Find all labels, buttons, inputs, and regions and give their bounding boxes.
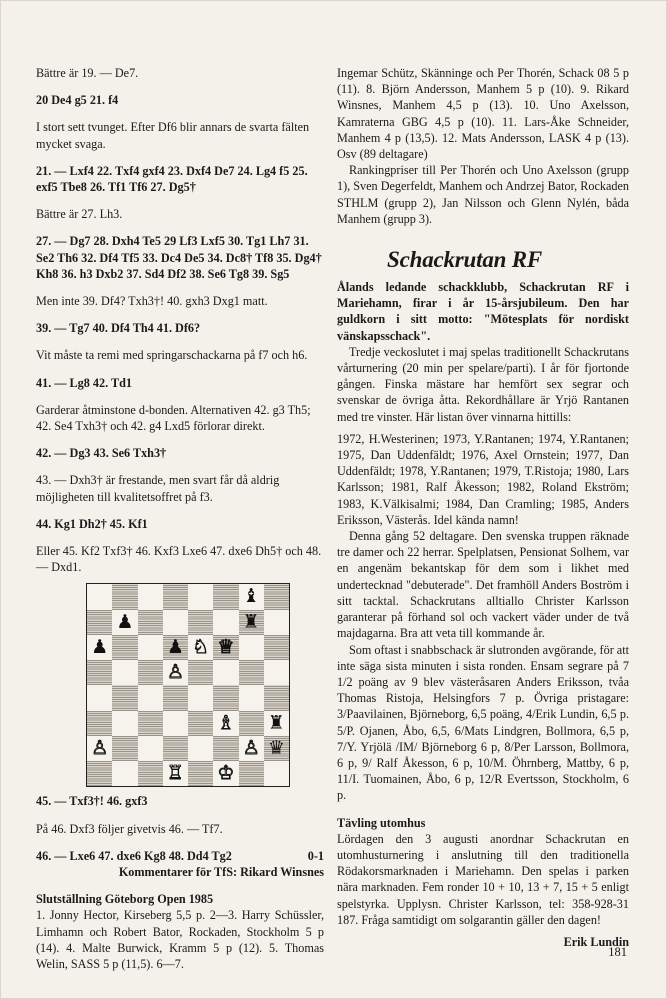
annotation-text: Garderar åtminstone d-bonden. Alternativen 42. g3 Th5; 42. Se4 Txh3† och 42. g4 Lxd5 förlorar direkt. bbox=[36, 402, 311, 434]
chess-piece-white-f3: ♗ bbox=[217, 711, 235, 734]
commentary-credit: Kommentarer för TfS: Rikard Winsnes bbox=[118, 865, 324, 880]
chess-piece-black-b7: ♟ bbox=[116, 610, 134, 633]
chess-piece-white-f6: ♕ bbox=[217, 635, 235, 658]
move-line: 27. — Dg7 28. Dxh4 Te5 29 Lf3 Lxf5 30. Tg1 Lh7 31. Se2 Th6 32. Df4 Tf5 33. Dc4 De5 34. Dc8† Tf8 35. Dg4† Kh8 36. h3 Dxb2 37. Sd4 Df2 38. Se6 Tg8 39. Sg5 bbox=[36, 234, 322, 281]
board-square bbox=[213, 660, 238, 685]
annotation-text: Vit måste ta remi med springarschackarna på f7 och h6. bbox=[36, 348, 308, 363]
board-square bbox=[138, 660, 163, 685]
board-square bbox=[112, 685, 137, 710]
board-square bbox=[163, 584, 188, 609]
chess-piece-white-e6: ♘ bbox=[192, 635, 210, 658]
board-square bbox=[138, 685, 163, 710]
move-line: 21. — Lxf4 22. Txf4 gxf4 23. Dxf4 De7 24. Lg4 f5 25. exf5 Tbe8 26. Tf1 Tf6 27. Dg5† bbox=[36, 163, 308, 195]
chess-piece-white-g2: ♙ bbox=[242, 736, 260, 759]
board-square bbox=[112, 660, 137, 685]
move-line: 20 De4 g5 21. f4 bbox=[36, 93, 119, 108]
final-moves-text: 46. — Lxe6 47. dxe6 Kg8 48. Dd4 Tg2 bbox=[36, 848, 232, 863]
board-square bbox=[213, 736, 238, 761]
annotation-text: Bättre är 19. — De7. bbox=[36, 66, 139, 80]
board-square bbox=[213, 685, 238, 710]
board-square bbox=[264, 610, 289, 635]
board-square bbox=[112, 736, 137, 761]
annotation-text: I stort sett tvunget. Efter Df6 blir annars de svarta fälten mycket svaga. bbox=[36, 120, 310, 151]
board-square bbox=[87, 761, 112, 786]
annotation-text: Bättre är 27. Lh3. bbox=[36, 207, 123, 222]
annotation-text: På 46. Dxf3 följer givetvis 46. — Tf7. bbox=[36, 821, 223, 836]
right-column bbox=[337, 65, 629, 950]
final-moves bbox=[36, 848, 324, 864]
annotation-text: 43. — Dxh3† är frestande, men svart får då aldrig möjligheten till kvalitetsoffret på f3. bbox=[36, 473, 280, 504]
board-square bbox=[239, 761, 264, 786]
board-square bbox=[188, 761, 213, 786]
chess-board bbox=[87, 584, 289, 786]
article-paragraph: Som oftast i snabbschack är slutronden avgörande, för att inte säga sista minuten i sista ronden. Ensam segrare på 7 1/2 poäng av 9 blev västeråsaren Anders Eriksson, tvåa Thomas Ristoja, Helsingfors 7 p. Övriga pristagare: 3/Paavilainen, Björneborg, 6,5 poäng, 4/Erik Lundin, 6,5 p. 5/P. Ojanen, Åbo, 6,5, 6/Mats Lindgren, Bollmora, 6,5 p, 7/Y. Yrjölä /IM/ Björneborg 6 p, 8/Per Larsson, Bollmora, 6 p, 9/ Ralf Åkesson, 6 p, 10/M. Öhrnberg, Mattby, 6 p, 11/I. Tuomainen, Åbo, 6 p, 12/R Evertsson, Stockholm, 6 p. bbox=[337, 642, 629, 803]
board-square bbox=[112, 635, 137, 660]
chess-piece-white-d5: ♙ bbox=[166, 661, 184, 684]
section-heading: Tävling utomhus bbox=[337, 815, 426, 830]
board-square bbox=[264, 584, 289, 609]
results-text: Ingemar Schütz, Skänninge och Per Thorén, Schack 08 5 p (11). 8. Björn Andersson, Manhem 5 p (10). 9. Rikard Winsnes, Manhem 4,5 p (13). 10. Uno Axelsson, Kamraterna GBG 4,5 p (10). 11. Lars-Åke Schneider, Manhem 4 p (13,5). 12. Mats Andersson, LASK 4 p (13). Osv (89 deltagare) bbox=[337, 66, 629, 162]
chess-diagram bbox=[86, 583, 290, 787]
board-square bbox=[138, 610, 163, 635]
ranking-prizes-text: Rankingpriser till Per Thorén och Uno Axelsson (grupp 1), Sven Degerfeldt, Manhem och Andrzej Bator, Rockaden STHLM (grupp 2), Jan Nilsson och Glenn Nylén, båda Manhem (grupp 3). bbox=[337, 163, 629, 226]
board-square bbox=[138, 711, 163, 736]
chess-piece-black-h3: ♜ bbox=[267, 711, 285, 734]
board-square bbox=[239, 660, 264, 685]
board-square bbox=[239, 635, 264, 660]
page-number: 181 bbox=[608, 945, 627, 959]
board-square bbox=[188, 685, 213, 710]
annotation-text: Eller 45. Kf2 Txf3† 46. Kxf3 Lxe6 47. dxe6 Dh5† och 48. — Dxd1. bbox=[36, 544, 322, 575]
board-square bbox=[213, 584, 238, 609]
board-square bbox=[138, 761, 163, 786]
board-square bbox=[264, 635, 289, 660]
board-square bbox=[264, 685, 289, 710]
article-paragraph: Lördagen den 3 augusti anordnar Schackrutan en utomhusturnering i anslutning till den traditionella Rödakorsmarknaden i Mariehamn. Den spelas i parken nära marknaden. Fem ronder 10 + 10, 13 + 7, 15 + 5 enligt spelstyrka. Upplysn. Christer Karlsson, tel: 358-928-31 187. Fråga samtidigt om solgarantin gäller den dagen! bbox=[337, 831, 629, 927]
move-line: 44. Kg1 Dh2† 45. Kf1 bbox=[36, 516, 148, 531]
chess-piece-black-a6: ♟ bbox=[91, 635, 109, 658]
chess-piece-white-f1: ♔ bbox=[217, 762, 235, 785]
article-lead: Ålands ledande schackklubb, Schackrutan RF i Mariehamn, firar i år 15-årsjubileum. Den har guldkorn i sitt motto: "Mötesplats för nordiskt vänskapsschack". bbox=[337, 280, 629, 343]
chess-piece-black-g7: ♜ bbox=[242, 610, 260, 633]
board-square bbox=[264, 761, 289, 786]
board-square bbox=[138, 635, 163, 660]
board-square bbox=[112, 711, 137, 736]
board-square bbox=[188, 711, 213, 736]
chess-piece-white-a2: ♙ bbox=[91, 736, 109, 759]
board-square bbox=[239, 711, 264, 736]
move-line: 45. — Txf3†! 46. gxf3 bbox=[36, 794, 148, 809]
chess-piece-black-d6: ♟ bbox=[166, 635, 184, 658]
move-line: 39. — Tg7 40. Df4 Th4 41. Df6? bbox=[36, 321, 201, 336]
board-square bbox=[188, 660, 213, 685]
article-paragraph: Tredje veckoslutet i maj spelas traditionellt Schackrutans vårturnering (20 min per spelare/parti). I år för fjortonde gången. Finska mästare har hemfört sex segrar och svenskar de övriga åtta. Rekordhållare är Yrjö Rantanen med tre vinster. Här listan över vinnarna hittills: bbox=[337, 344, 629, 424]
results-text: 1. Jonny Hector, Kirseberg 5,5 p. 2—3. Harry Schüssler, Limhamn och Robert Bator, Rockaden, Stockholm 5 p (14). 4. Malte Burwick, Kramm 5 p (12). 5. Thomas Welin, SASS 5 p (11,5). 6—7. bbox=[36, 908, 324, 972]
chess-piece-black-h2: ♛ bbox=[267, 736, 285, 759]
board-square bbox=[87, 610, 112, 635]
left-column bbox=[36, 65, 324, 972]
board-square bbox=[87, 584, 112, 609]
board-square bbox=[163, 610, 188, 635]
board-square bbox=[188, 610, 213, 635]
game-result: 0-1 bbox=[307, 848, 324, 863]
board-square bbox=[188, 584, 213, 609]
board-square bbox=[163, 685, 188, 710]
winners-list: 1972, H.Westerinen; 1973, Y.Rantanen; 1974, Y.Rantanen; 1975, Dan Uddenfäldt; 1976, Axel Ornstein; 1977, Dan Uddenfäldt; 1978, Y.Rantanen; 1979, T.Ristoja; 1980, Lars Karlsson; 1981, Ralf Åkesson; 1982, Roland Ekström; 1983, K.Välkisalmi; 1984, Dan Cramling; 1985, Anders Eriksson, Västerås. Idel kända namn! bbox=[337, 431, 629, 527]
board-square bbox=[112, 584, 137, 609]
annotation-text: Men inte 39. Df4? Txh3†! 40. gxh3 Dxg1 matt. bbox=[36, 294, 268, 309]
board-square bbox=[112, 761, 137, 786]
article-paragraph: Denna gång 52 deltagare. Den svenska truppen räknade tre damer och 22 herrar. Spelplatsen, Pensionat Solhem, var en angenäm bekantskap för dem som i likhet med undertecknad "debuterade". Det framhöll Anders Boström i sitt tacktal. Schackrutans alltiallo Christer Karlsson garanterar på förhand sol och vackert väder under de två majdagarna. Bra att veta till kommande år. bbox=[337, 529, 629, 641]
board-square bbox=[87, 660, 112, 685]
move-line: 42. — Dg3 43. Se6 Txh3† bbox=[36, 446, 167, 461]
board-square bbox=[213, 610, 238, 635]
author-signature: Erik Lundin bbox=[563, 934, 629, 949]
board-square bbox=[163, 711, 188, 736]
move-line: 41. — Lg8 42. Td1 bbox=[36, 375, 132, 390]
board-square bbox=[138, 584, 163, 609]
board-square bbox=[87, 685, 112, 710]
chess-piece-white-d1: ♖ bbox=[166, 762, 184, 785]
board-square bbox=[163, 736, 188, 761]
board-square bbox=[87, 711, 112, 736]
board-square bbox=[188, 736, 213, 761]
board-square bbox=[264, 660, 289, 685]
board-square bbox=[239, 685, 264, 710]
chess-piece-black-g8: ♝ bbox=[242, 585, 260, 608]
section-heading: Slutställning Göteborg Open 1985 bbox=[36, 892, 214, 907]
article-title: Schackrutan RF bbox=[387, 247, 543, 273]
board-square bbox=[138, 736, 163, 761]
